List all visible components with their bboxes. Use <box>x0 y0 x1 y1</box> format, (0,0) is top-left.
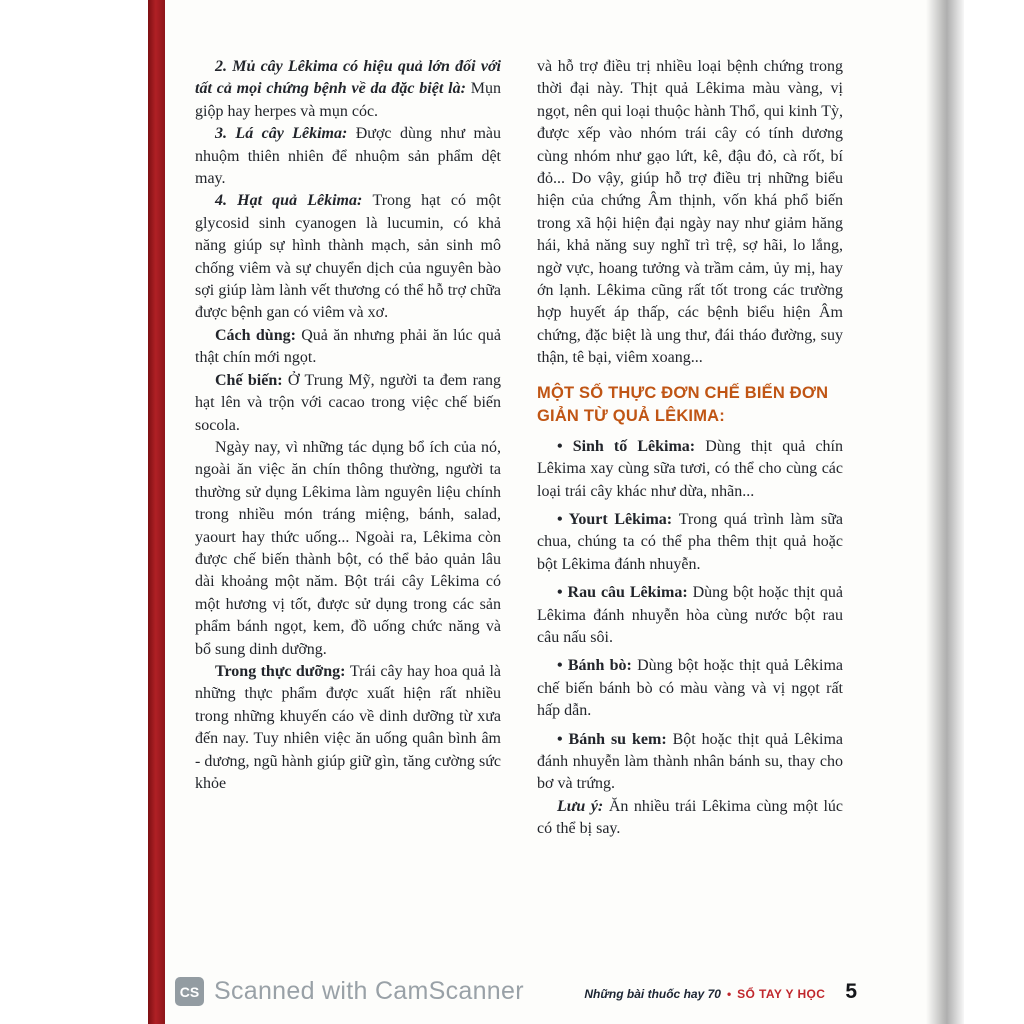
text-segment: Trong hạt có một glycosid sinh cyanogen là lucumin, có khả năng giúp sự hình thành mạch, sản sinh mô chống viêm và sự chuyển dịch của nguyên bào sợi giúp làm lành vết thương có thể hỗ trợ chữa được bệnh gan có viêm và xơ. <box>195 192 502 322</box>
text-segment: 4. Hạt quả Lêkima: <box>215 192 373 210</box>
book-page <box>165 0 945 1024</box>
paragraph <box>537 655 843 722</box>
text-segment: • Bánh bò: <box>557 657 638 675</box>
text-segment: Lưu ý: <box>557 797 609 815</box>
text-segment: 3. Lá cây Lêkima: <box>215 125 356 143</box>
text-segment: Cách dùng: <box>215 326 302 344</box>
paragraph <box>195 661 501 795</box>
text-segment: MỘT SỐ THỰC ĐƠN CHẾ BIẾN ĐƠN GIẢN TỪ QUẢ LÊKIMA: <box>537 383 829 425</box>
text-segment: • Bánh su kem: <box>557 730 673 748</box>
paragraph <box>537 509 843 576</box>
text-segment: Trong thực dưỡng: <box>215 662 350 680</box>
text-column-right <box>537 56 843 841</box>
paragraph <box>537 436 843 503</box>
paragraph <box>195 370 501 437</box>
text-segment: Ngày nay, vì những tác dụng bổ ích của nó, ngoài ăn việc ăn chín thông thường, người ta thường sử dụng Lêkima làm nguyên liệu chính trong nhiều món tráng miệng, bánh, salad, yaourt hay thức uống... Ngoài ra, Lêkima còn được chế biến thành bột, có thể bảo quản lâu dài khoảng một năm. Bột trái cây Lêkima có một hương vị tốt, được sử dụng trong các sản phẩm bánh ngọt, kem, đồ uống chức năng và bổ sung dinh dưỡng. <box>195 438 501 658</box>
text-segment: Quả ăn nhưng phải ăn lúc quả thật chín mới ngọt. <box>195 326 501 367</box>
text-segment: Chế biến: <box>215 371 288 389</box>
paragraph <box>537 796 843 841</box>
text-segment: Trong quá trình làm sữa chua, chúng ta có thể pha thêm thịt quả hoặc bột Lêkima đánh nhuyễn. <box>537 510 843 573</box>
section-heading <box>537 382 843 428</box>
text-segment: Ăn nhiều trái Lêkima cùng một lúc có thể bị say. <box>537 797 844 838</box>
two-column-text <box>195 56 843 841</box>
text-segment: và hỗ trợ điều trị nhiều loại bệnh chứng trong thời đại này. Thịt quả Lêkima màu vàng, vị ngọt, nên qui loại thuộc hành Thổ, qui kinh Tỳ, được xếp vào nhóm trái cây có tính dương cùng nhóm như gạo lứt, kê, đậu đỏ, cà rốt, bí đỏ... Do vậy, giúp hỗ trợ điều trị những biểu hiện của chứng Âm thịnh, vốn khá phổ biến trong xã hội hiện đại ngày nay như giảm hăng hái, khả năng suy nghĩ trì trệ, sợ hãi, lo lắng, ngờ vực, hoang tưởng và trầm cảm, ủy mị, hay ớn lạnh. Lêkima cũng rất tốt trong các trường hợp huyết áp thấp, các bệnh biểu hiện Âm chứng, đặc biệt là ung thư, đái tháo đường, suy thận, tê bại, viêm xoang... <box>537 58 843 367</box>
scan-edge-strip <box>148 0 165 1024</box>
text-segment: Mụn giộp hay herpes và mụn cóc. <box>195 80 501 120</box>
book-title: Những bài thuốc hay 70 <box>584 987 721 1001</box>
text-segment: Ở Trung Mỹ, người ta đem rang hạt lên và trộn với cacao trong việc chế biến socola. <box>195 371 501 434</box>
text-segment: Dùng bột hoặc thịt quả Lêkima chế biến bánh bò có màu vàng và vị ngọt rất hấp dẫn. <box>537 657 843 720</box>
book-series: SỔ TAY Y HỌC <box>737 987 826 1001</box>
text-segment: • Sinh tố Lêkima: <box>557 437 706 455</box>
paragraph <box>537 729 843 796</box>
scan-shadow-right <box>926 0 964 1024</box>
paragraph <box>195 325 501 370</box>
text-column-left <box>195 56 501 841</box>
text-segment: Trái cây hay hoa quả là những thực phẩm được xuất hiện rất nhiều trong những khuyến cáo về dinh dưỡng từ xưa đến nay. Tuy nhiên việc ăn uống quân bình âm - dương, ngũ hành giúp giữ gìn, tăng cường sức khỏe <box>195 662 501 792</box>
paragraph <box>195 56 501 123</box>
text-segment: • Yourt Lêkima: <box>557 510 679 528</box>
paragraph <box>537 582 843 649</box>
text-segment: Dùng bột hoặc thịt quả Lêkima đánh nhuyễn hòa cùng nước bột rau câu nấu sôi. <box>537 584 843 646</box>
camscanner-logo-icon: CS <box>175 977 204 1006</box>
paragraph <box>195 437 501 661</box>
camscanner-watermark <box>175 977 524 1006</box>
book-footer <box>584 980 857 1004</box>
camscanner-label: Scanned with CamScanner <box>214 977 524 1005</box>
paragraph <box>195 123 501 190</box>
text-segment: Bột hoặc thịt quả Lêkima đánh nhuyễn làm thành nhân bánh su, thay cho bơ và trứng. <box>537 730 843 793</box>
text-segment: Dùng thịt quả chín Lêkima xay cùng sữa tươi, có thể cho cùng các loại trái cây khác như dừa, nhãn... <box>537 437 844 500</box>
paragraph <box>537 56 843 370</box>
text-segment: • Rau câu Lêkima: <box>557 584 693 602</box>
footer-dot: • <box>726 987 732 1001</box>
text-segment: Được dùng như màu nhuộm thiên nhiên để nhuộm sản phẩm dệt may. <box>195 125 501 188</box>
paragraph <box>195 190 501 324</box>
text-segment: 2. Mủ cây Lêkima có hiệu quả lớn đối với tất cả mọi chứng bệnh về da đặc biệt là: <box>195 58 501 98</box>
page-number: 5 <box>845 980 857 1003</box>
